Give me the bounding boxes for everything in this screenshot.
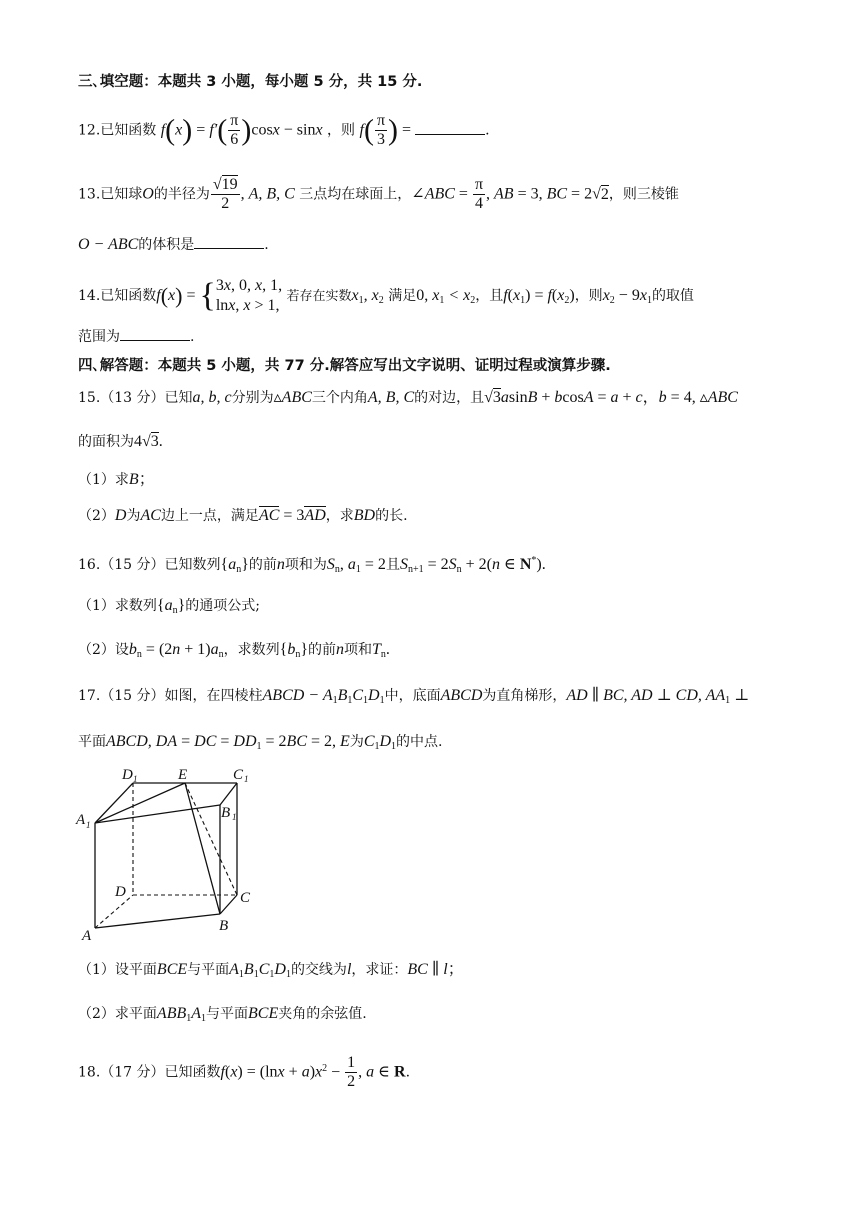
question-15-part1: （1）求B； — [78, 471, 155, 488]
label-B1: B — [221, 805, 231, 821]
label-C1: C — [233, 767, 244, 783]
label-D: D — [115, 884, 126, 900]
question-13: 13.已知球O的半径为 $\frac{√19}{2}$ , A, B, C 三点均在球面上，∠ABC = $\frac{\pi}{4}$ , AB = 3, BC = 2√2，则三棱锥 — [78, 176, 679, 212]
question-17-part2: （2）求平面$ABB_1A_1$与平面BCE夹角的余弦值. — [78, 1005, 367, 1024]
svg-text:1: 1 — [86, 820, 91, 830]
question-17: 17.（15 分）如图，在四棱柱ABCD − $A_1B_1C_1D_1$中，底面ABCD为直角梯形，AD ∥ BC, AD ⊥ CD, $AA_1$ ⊥ — [78, 687, 750, 706]
question-13-line2: O − ABC的体积是 . — [78, 236, 269, 253]
label-E: E — [178, 767, 188, 783]
question-15: 15.（13 分）已知a, b, c分别为▵ABC三个内角A, B, C的对边，且√3asinB + bcosA = a + c，b = 4, ▵ABC — [78, 389, 738, 406]
label-B: B — [219, 918, 229, 934]
question-18: 18.（17 分）已知函数$f(x) = (\ln x + a)x^2$ − $\frac{1}{2}$ , a ∈ R. — [78, 1054, 411, 1090]
question-16: 16.（15 分）已知数列$\{a_n\}$的前n项和为$S_n$, $a_1 = 2$且$S_{n+1} = 2S_n + 2(n$ ∈ N*). — [78, 555, 546, 575]
question-17-part1: （1）设平面BCE与平面$A_1B_1C_1D_1$的交线为l，求证：BC ∥ l； — [78, 961, 464, 980]
question-16-part2: （2）设$b_n = (2n + 1)a_n$，求数列$\{b_n\}$的前n项和$T_n$. — [78, 641, 390, 660]
label-A1: A — [76, 812, 86, 828]
question-15-part2: （2）D为AC边上一点，满足AC = 3AD，求BD的长. — [78, 507, 408, 524]
question-14: 14.已知函数f(x) = { 3x, 0, x, 1, lnx, x > 1, 若存在实数$x_1$, $x_2$ 满足0, $x_1 < x_2$，且$f(x_1) = f(x_2)$，则$x_2 - 9x_1$的取值 — [78, 277, 694, 314]
prism-figure — [70, 762, 270, 944]
answer-blank-13 — [194, 234, 264, 249]
svg-text:1: 1 — [232, 812, 237, 822]
label-A: A — [82, 928, 92, 944]
section3-title: 三､填空题：本题共 3 小题，每小题 5 分，共 15 分. — [78, 74, 423, 90]
answer-blank-14 — [120, 326, 190, 341]
label-C: C — [240, 890, 251, 906]
question-15-line2: 的面积为4√3. — [78, 433, 163, 450]
answer-blank-12 — [415, 120, 485, 135]
label-D1: D — [122, 767, 133, 783]
question-14-line2: 范围为 . — [78, 326, 194, 347]
question-12: 12.已知函数 f(x) = f′( $\frac{\pi}{6}$ )cosx − sinx ，则 f( $\frac{\pi}{3}$ ) = . — [78, 112, 490, 148]
svg-text:1: 1 — [133, 774, 138, 784]
svg-text:1: 1 — [244, 774, 249, 784]
question-17-line2: 平面ABCD, DA = DC = $DD_1 = 2BC = 2$, E为$C_1D_1$的中点. — [78, 733, 443, 752]
question-16-part1: （1）求数列$\{a_n\}$的通项公式; — [78, 597, 261, 616]
section4-title: 四､解答题：本题共 5 小题，共 77 分.解答应写出文字说明、证明过程或演算步骤. — [78, 358, 611, 374]
